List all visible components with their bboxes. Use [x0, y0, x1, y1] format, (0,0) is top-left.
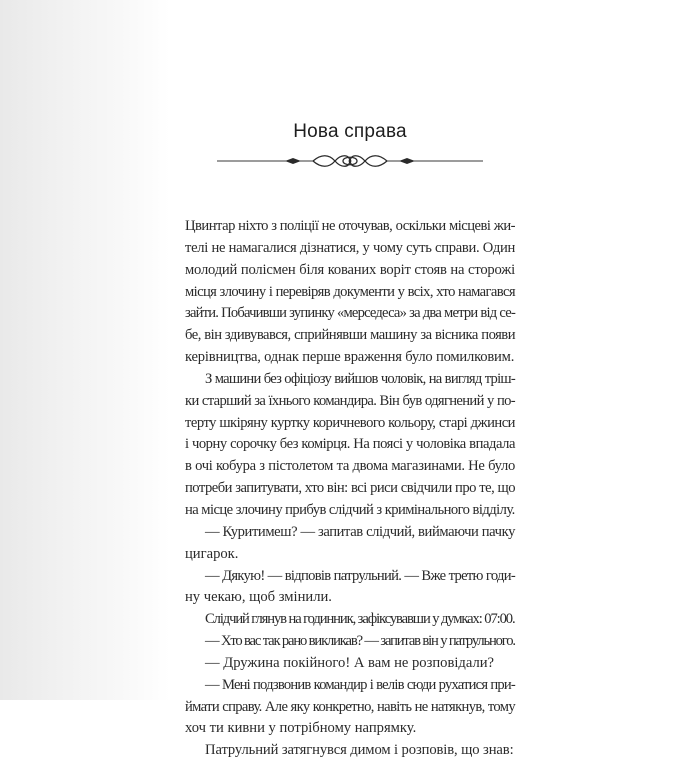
text-line: З машини без офіціозу вийшов чоловік, на вигляд тріш-: [205, 370, 515, 387]
text-line: місця злочину і перевіряв документи у всіх, хто намагався: [185, 283, 515, 300]
text-line: цигарок.: [185, 545, 239, 562]
book-spine-shadow: [0, 0, 170, 700]
text-line: — Дружина покійного! А вам не розповідали?: [205, 654, 495, 671]
text-line: ки старший за їхнього командира. Він був одягнений у по-: [185, 392, 515, 409]
text-line: Цвинтар ніхто з поліції не оточував, оскільки місцеві жи-: [185, 218, 515, 234]
text-line: Слідчий глянув на годинник, зафіксувавши у думках: 07:00.: [205, 611, 515, 628]
text-line: бе, він здивувався, сприйнявши машину за вісника появи: [185, 327, 515, 344]
text-line: Патрульний затягнувся димом і розповів, що знав:: [205, 742, 514, 759]
text-line: молодий полісмен біля кованих воріт стояв на сторожі: [185, 261, 515, 278]
text-line: зайти. Побачивши зупинку «мерседеса» за два метри від се-: [185, 305, 515, 322]
text-line: ймати справу. Але яку конкретно, навіть не натякнув, тому: [185, 698, 515, 715]
ornament-divider-icon: [217, 151, 483, 171]
text-line: ну чекаю, щоб змінили.: [185, 589, 332, 606]
text-line: хоч ти кивни у потрібному напрямку.: [185, 720, 417, 737]
book-page: [185, 0, 515, 759]
text-line: — Дякую! — відповів патрульний. — Вже третю годи-: [205, 567, 515, 584]
text-line: терту шкіряну куртку коричневого кольору, старі джинси: [185, 414, 515, 431]
text-line: на місце злочину прибув слідчий з кримінального відділу.: [185, 501, 515, 518]
text-line: — Хто вас так рано викликав? — запитав він у патрульного.: [205, 633, 515, 650]
chapter-title: Нова справа: [293, 121, 407, 142]
text-line: потреби запитувати, хто він: всі риси свідчили про те, що: [185, 480, 515, 497]
text-line: телі не намагалися дізнатися, у чому суть справи. Один: [185, 239, 515, 256]
text-line: і чорну сорочку без комірця. На поясі у чоловіка впадала: [185, 436, 515, 453]
text-line: керівництва, однак перше враження було помилковим.: [185, 349, 515, 366]
text-line: — Куритимеш? — запитав слідчий, виймаючи пачку: [205, 523, 515, 540]
text-line: в очі кобура з пістолетом та двома магазинами. Не було: [185, 458, 515, 475]
body-text: [185, 216, 515, 762]
text-line: — Мені подзвонив командир і велів сюди рухатися при-: [205, 676, 515, 693]
